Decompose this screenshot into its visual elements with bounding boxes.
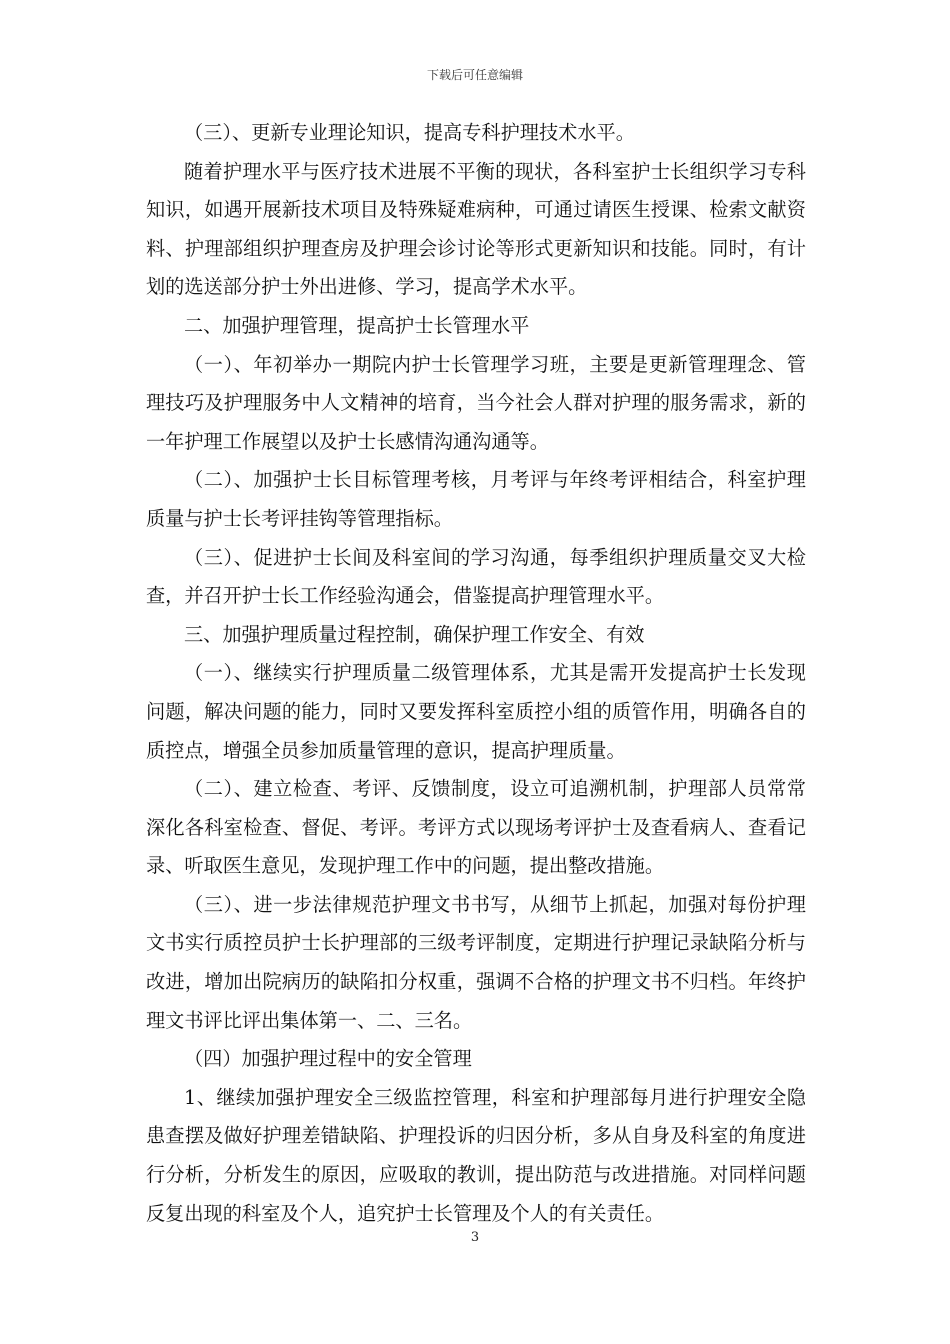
paragraph: （三）、进一步法律规范护理文书书写，从细节上抓起，加强对每份护理文书实行质控员护士长护理部的三级考评制度，定期进行护理记录缺陷分析与改进，增加出院病历的缺陷扣分权重，强调不合格的护理文书不归档。年终护理文书评比评出集体第一、二、三名。 [146,892,806,1032]
paragraph: （二）、建立检查、考评、反馈制度，设立可追溯机制，护理部人员常常深化各科室检查、督促、考评。考评方式以现场考评护士及查看病人、查看记录、听取医生意见，发现护理工作中的问题，提出整改措施。 [146,777,806,878]
paragraph: （一）、年初举办一期院内护士长管理学习班，主要是更新管理理念、管理技巧及护理服务中人文精神的培育，当今社会人群对护理的服务需求，新的一年护理工作展望以及护士长感情沟通沟通等。 [146,352,806,453]
paragraph: （二）、加强护士长目标管理考核，月考评与年终考评相结合，科室护理质量与护士长考评挂钩等管理指标。 [146,468,806,530]
paragraph: （一）、继续实行护理质量二级管理体系，尤其是需开发提高护士长发现问题，解决问题的能力，同时又要发挥科室质控小组的质管作用，明确各自的质控点，增强全员参加质量管理的意识，提高护理质量。 [146,661,806,762]
section-heading: 三、加强护理质量过程控制，确保护理工作安全、有效 [184,622,645,646]
subsection-heading: （四）加强护理过程中的安全管理 [184,1047,472,1071]
page-header: 下载后可任意编辑 [426,68,523,82]
paragraph: 随着护理水平与医疗技术进展不平衡的现状，各科室护士长组织学习专科知识，如遇开展新技术项目及特殊疑难病种，可通过请医生授课、检索文献资料、护理部组织护理查房及护理会诊讨论等形式更新知识和技能。同时，有计划的选送部分护士外出进修、学习，提高学术水平。 [146,159,806,299]
document-body [146,114,806,1233]
paragraph: 1、继续加强护理安全三级监控管理，科室和护理部每月进行护理安全隐患查摆及做好护理差错缺陷、护理投诉的归因分析，多从自身及科室的角度进行分析，分析发生的原因，应吸取的教训，提出防范与改进措施。对同样问题反复出现的科室及个人，追究护士长管理及个人的有关责任。 [146,1085,806,1225]
page-number: 3 [470,1230,480,1245]
section-heading: 二、加强护理管理，提高护士长管理水平 [184,313,530,337]
paragraph: （三）、促进护士长间及科室间的学习沟通，每季组织护理质量交叉大检查，并召开护士长工作经验沟通会，借鉴提高护理管理水平。 [146,545,806,608]
paragraph: （三）、更新专业理论知识，提高专科护理技术水平。 [184,121,635,144]
